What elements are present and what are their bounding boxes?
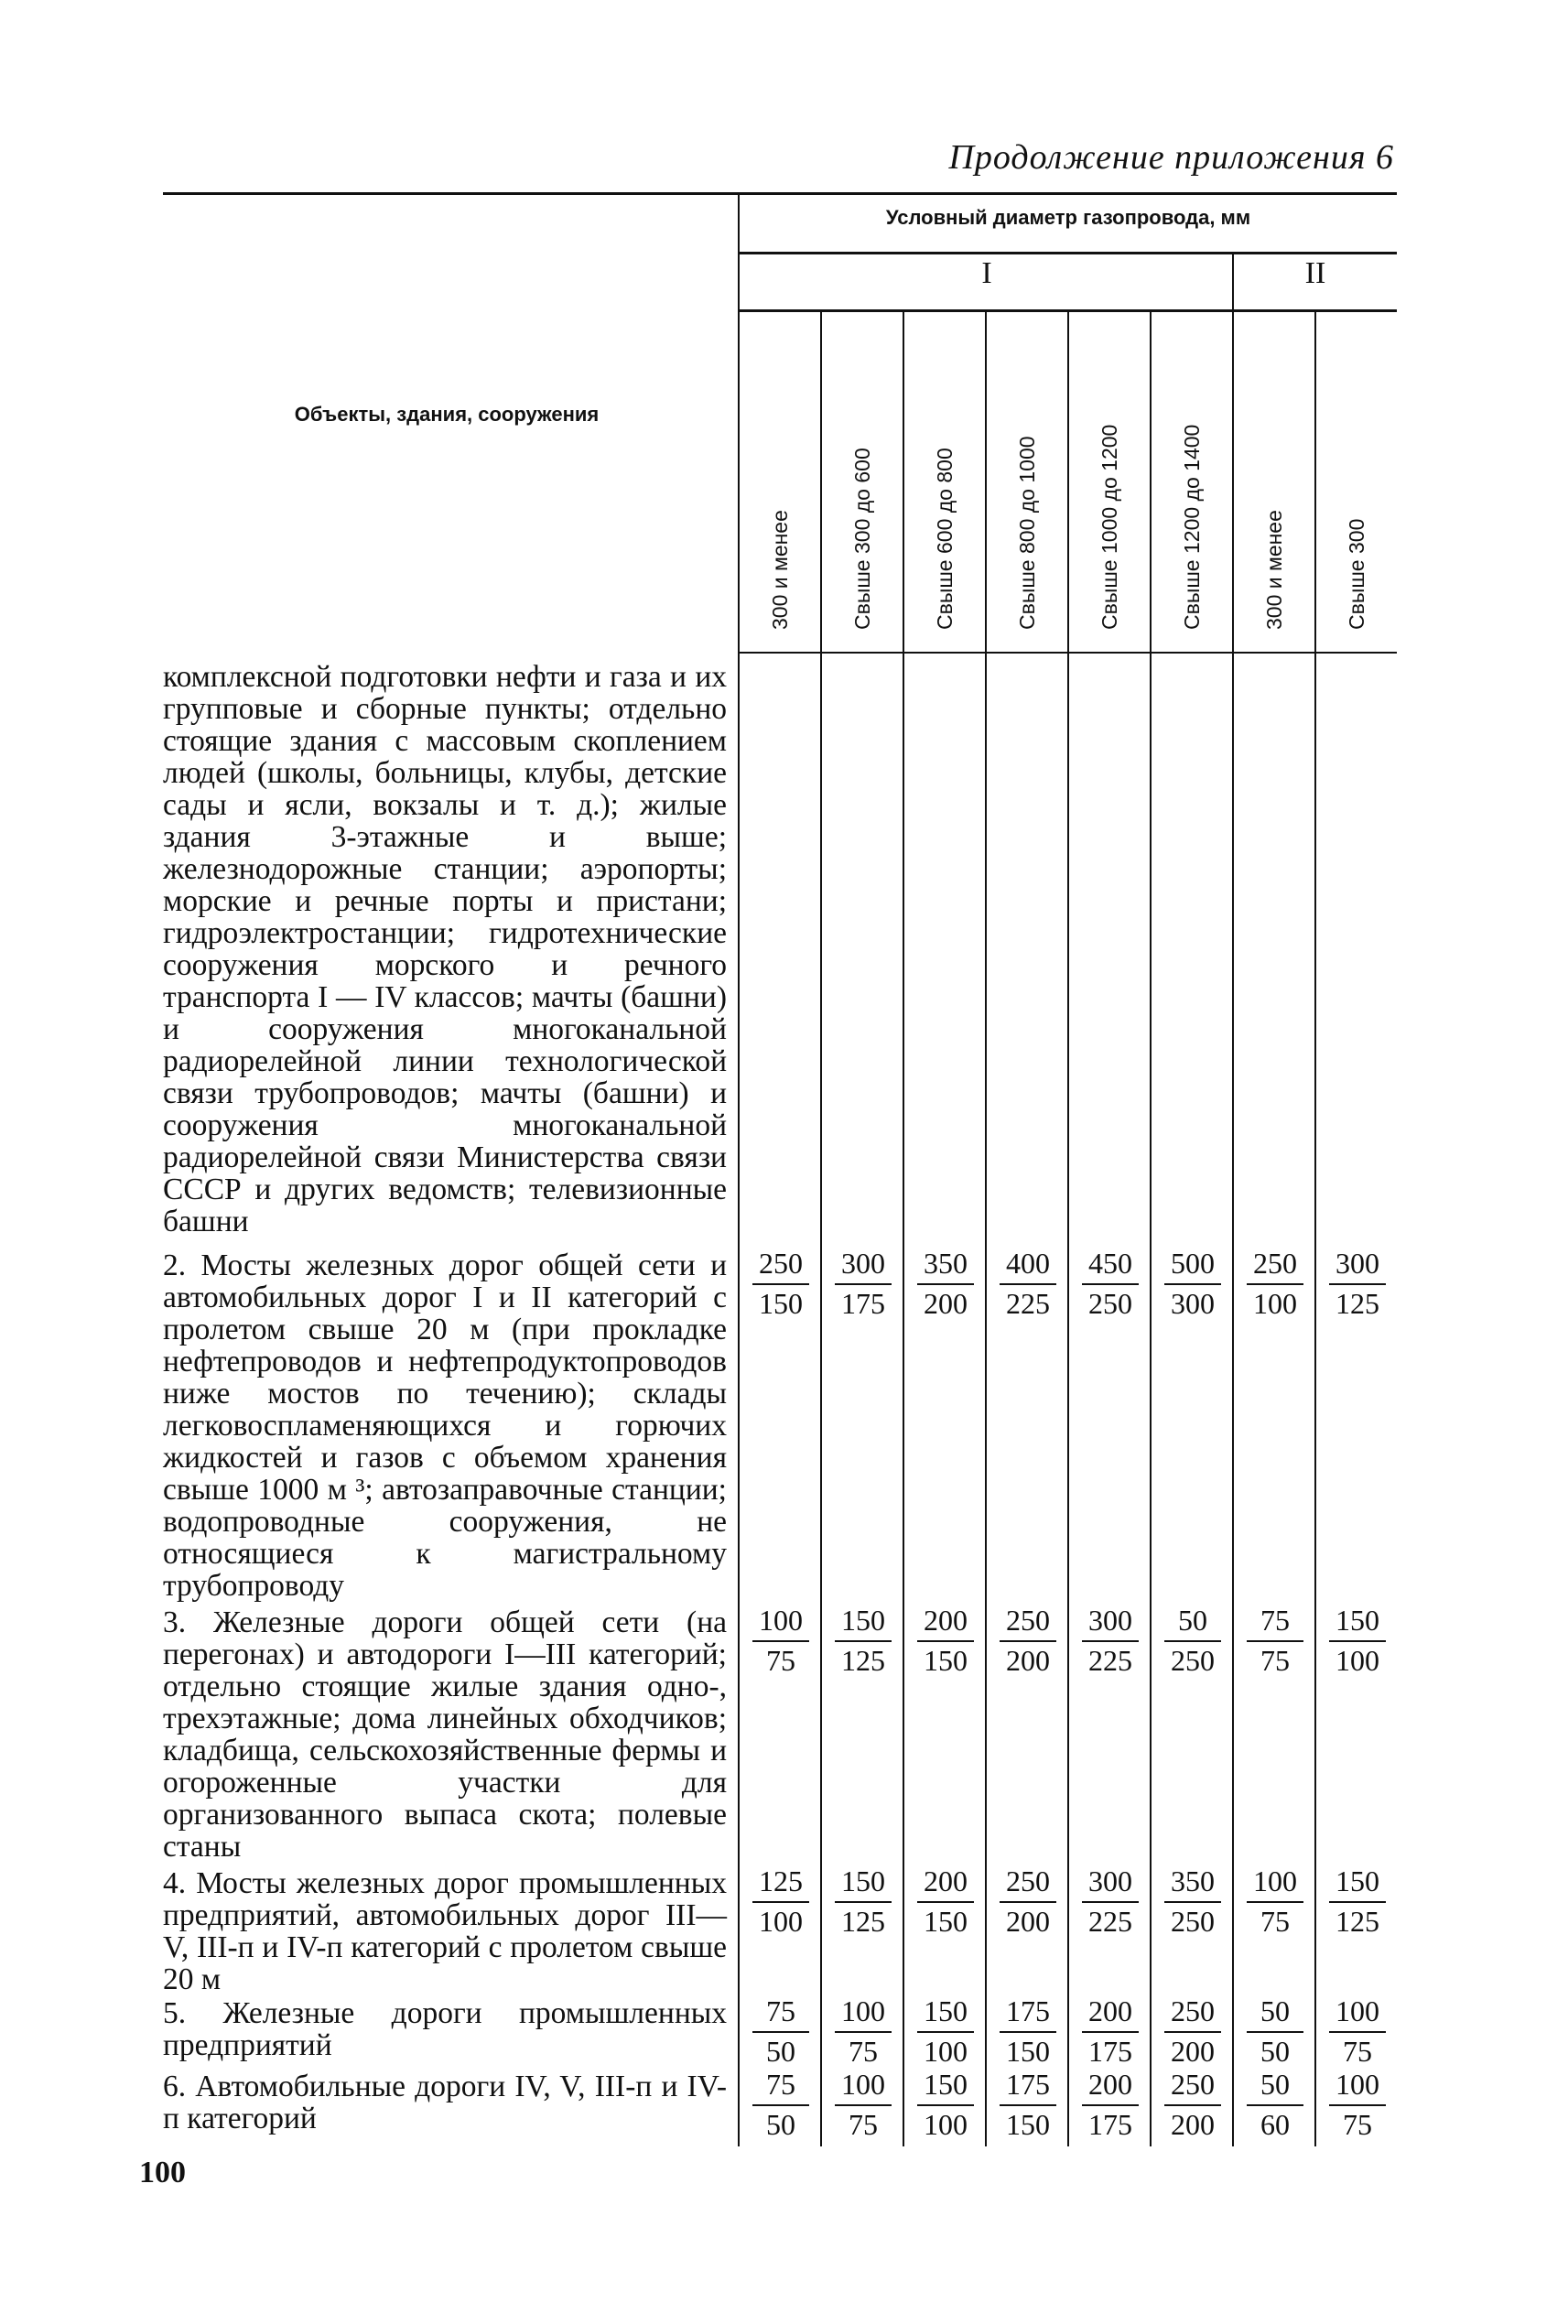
group-rule [740,252,1397,254]
col-header-4: Свыше 800 до 1000 [1015,436,1039,630]
table-cell: $\frac{100}{75}$ [1234,1865,1316,1938]
col-header-3: Свыше 600 до 800 [933,448,957,630]
table-cell: $\frac{200}{175}$ [1069,2068,1152,2141]
table-cell: $\frac{75}{50}$ [740,1994,822,2068]
page-number: 100 [139,2156,186,2189]
col-rule [1232,252,1234,2146]
col-header-7: 300 и менее [1262,510,1286,630]
table-cell: $\frac{450}{250}$ [1069,1247,1152,1320]
group-two-label: II [1304,256,1326,290]
col-header-1: 300 и менее [768,510,792,630]
table-cell: $\frac{75}{50}$ [740,2068,822,2141]
objects-header: Объекты, здания, сооружения [294,403,600,426]
row-text-3: 3. Железные дороги общей сети (на перегонах) и автодороги I—III категорий; отдельно стоящие жилые здания одно-, трехэтажные; дома линейных обходчиков; кладбища, сельскохозяйственные фермы и огороженные участки для организованного выпаса скота; полевые станы [163,1605,727,1864]
table-cell: $\frac{150}{125}$ [822,1865,904,1938]
table-cell: $\frac{50}{50}$ [1234,1994,1316,2068]
row-text-6: 6. Автомобильные дороги IV, V, III-п и IV-п категорий [163,2070,727,2135]
table-cell: $\frac{200}{175}$ [1069,1994,1152,2068]
table-top-rule [163,192,1397,195]
table-cell: $\frac{150}{100}$ [904,1994,987,2068]
table-cell: $\frac{250}{200}$ [987,1865,1069,1938]
table-cell: $\frac{50}{60}$ [1234,2068,1316,2141]
diameter-header: Условный диаметр газопровода, мм [885,206,1251,229]
col-header-5: Свыше 1000 до 1200 [1098,424,1121,630]
table-cell: $\frac{200}{150}$ [904,1604,987,1677]
col-header-8: Свыше 300 [1345,518,1368,630]
table-cell: $\frac{175}{150}$ [987,1994,1069,2068]
table-cell: $\frac{250}{150}$ [740,1247,822,1320]
row-text-5: 5. Железные дороги промышленных предприятий [163,1996,727,2062]
table-cell: $\frac{150}{100}$ [1316,1604,1399,1677]
table-cell: $\frac{150}{100}$ [904,2068,987,2141]
table-cell: $\frac{350}{200}$ [904,1247,987,1320]
table-cell: $\frac{50}{250}$ [1152,1604,1234,1677]
col-header-6: Свыше 1200 до 1400 [1180,424,1204,630]
table-cell: $\frac{400}{225}$ [987,1247,1069,1320]
table-cell: $\frac{300}{125}$ [1316,1247,1399,1320]
row-text-1: комплексной подготовки нефти и газа и их групповые и сборные пункты; отдельно стоящие здания с массовым скоплением людей (школы, больницы, клубы, детские сады и ясли, вокзалы и т. д.); жилые здания 3-этажные и выше; железнодорожные станции; аэропорты; морские и речные порты и пристани; гидроэлектростанции; гидротехнические сооружения морского и речного транспорта I — IV классов; мачты (башни) и сооружения многоканальной радиорелейной линии технологической связи трубопроводов; мачты (башни) и сооружения многоканальной радиорелейной связи Министерства связи СССР и других ведомств; телевизионные башни [163,660,727,1238]
table-cell: $\frac{250}{200}$ [1152,1994,1234,2068]
table-cell: $\frac{100}{75}$ [740,1604,822,1677]
table-cell: $\frac{150}{125}$ [822,1604,904,1677]
table-cell: $\frac{250}{100}$ [1234,1247,1316,1320]
row-text-4: 4. Мосты железных дорог промышленных предприятий, автомобильных дорог III—V, III-п и IV-п категорий с пролетом свыше 20 м [163,1866,727,1996]
table-cell: $\frac{500}{300}$ [1152,1247,1234,1320]
table-cell: $\frac{175}{150}$ [987,2068,1069,2141]
continuation-title: Продолжение приложения 6 [948,138,1394,177]
table-cell: $\frac{300}{225}$ [1069,1865,1152,1938]
table-cell: $\frac{300}{225}$ [1069,1604,1152,1677]
table-cell: $\frac{300}{175}$ [822,1247,904,1320]
table-cell: $\frac{100}{75}$ [1316,2068,1399,2141]
table-cell: $\frac{250}{200}$ [987,1604,1069,1677]
col-header-2: Свыше 300 до 600 [850,448,874,630]
table-cell: $\frac{100}{75}$ [822,2068,904,2141]
table-cell: $\frac{125}{100}$ [740,1865,822,1938]
col-rule [738,192,740,2146]
table-cell: $\frac{75}{75}$ [1234,1604,1316,1677]
table-cell: $\frac{350}{250}$ [1152,1865,1234,1938]
table-cell: $\frac{150}{125}$ [1316,1865,1399,1938]
row-text-2: 2. Мосты железных дорог общей сети и автомобильных дорог I и II категорий с пролетом свыше 20 м (при прокладке нефтепроводов и нефтепродуктопроводов ниже мостов по течению); склады легковоспламеняющихся и горючих жидкостей и газов с объемом хранения свыше 1000 м ³; автозаправочные станции; водопроводные сооружения, не относящиеся к магистральному трубопроводу [163,1248,727,1603]
table-cell: $\frac{250}{200}$ [1152,2068,1234,2141]
group-one-label: I [981,256,992,290]
table-cell: $\frac{100}{75}$ [822,1994,904,2068]
header-bottom-rule [740,652,1397,654]
table-cell: $\frac{100}{75}$ [1316,1994,1399,2068]
table-cell: $\frac{200}{150}$ [904,1865,987,1938]
